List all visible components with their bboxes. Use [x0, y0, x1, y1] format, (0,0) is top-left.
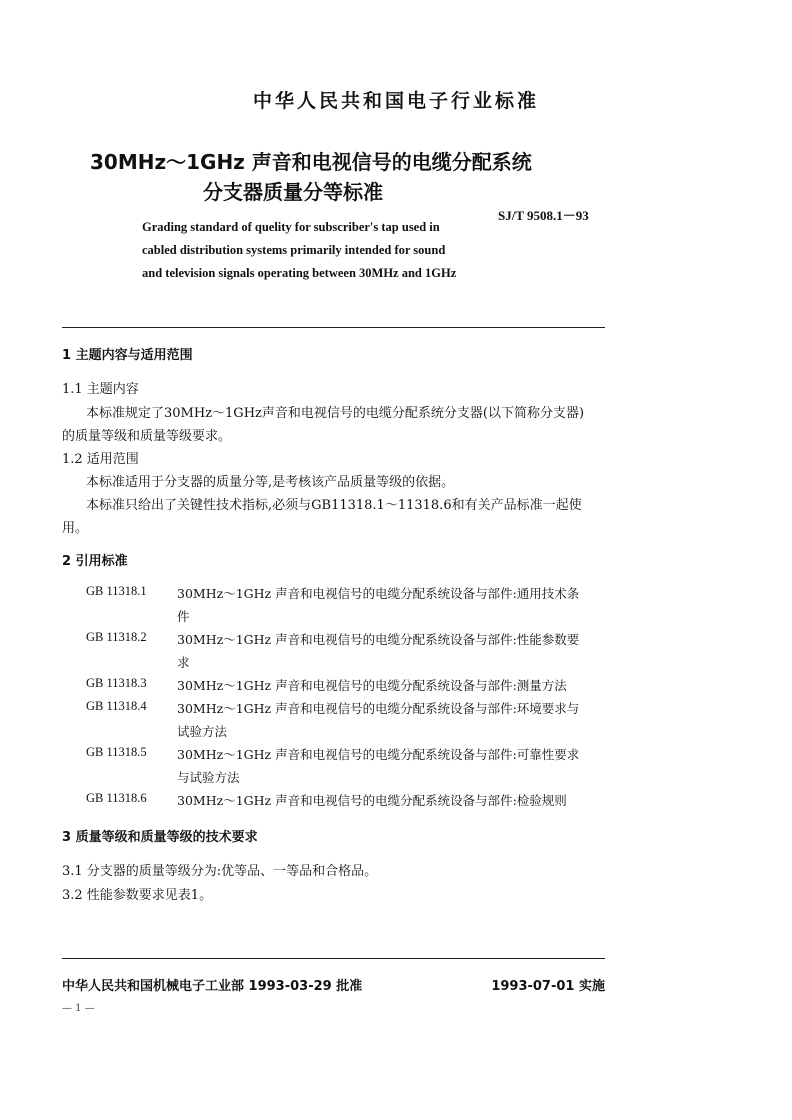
reference-code: GB 11318.6: [86, 791, 147, 805]
reference-title-continuation: 件: [177, 609, 190, 624]
footer-divider: [62, 958, 605, 959]
page-number: — 1 —: [62, 1003, 95, 1014]
reference-title-continuation: 与试验方法: [177, 770, 240, 785]
reference-title: 30MHz～1GHz 声音和电视信号的电缆分配系统设备与部件:性能参数要: [177, 632, 580, 647]
reference-title: 30MHz～1GHz 声音和电视信号的电缆分配系统设备与部件:可靠性要求: [177, 747, 580, 762]
reference-code: GB 11318.2: [86, 630, 147, 644]
approval-date: 中华人民共和国机械电子工业部 1993-03-29 批准: [62, 979, 363, 994]
issuing-body-header: 中华人民共和国电子行业标准: [252, 90, 539, 112]
reference-code: GB 11318.1: [86, 584, 147, 598]
section-1-2-paragraph2-line1: 本标准只给出了关键性技术指标,必须与GB11318.1～11318.6和有关产品标准一起使: [86, 498, 582, 513]
standard-number: SJ/T 9508.1－93: [498, 208, 589, 223]
reference-title: 30MHz～1GHz 声音和电视信号的电缆分配系统设备与部件:环境要求与: [177, 701, 580, 716]
document-title-line2: 分支器质量分等标准: [203, 180, 383, 204]
document-title-line1: 30MHz～1GHz 声音和电视信号的电缆分配系统: [90, 150, 532, 174]
reference-code: GB 11318.3: [86, 676, 147, 690]
section-1-1-paragraph-line2: 的质量等级和质量等级要求。: [62, 429, 232, 444]
english-title-line2: cabled distribution systems primarily intended for sound: [142, 243, 446, 257]
reference-title-continuation: 求: [177, 655, 190, 670]
section-1-1-heading: 1.1 主题内容: [62, 382, 139, 397]
section-1-heading: 1 主题内容与适用范围: [62, 348, 193, 363]
reference-title: 30MHz～1GHz 声音和电视信号的电缆分配系统设备与部件:检验规则: [177, 793, 567, 808]
section-1-2-paragraph1: 本标准适用于分支器的质量分等,是考核该产品质量等级的依据。: [86, 475, 455, 490]
reference-title: 30MHz～1GHz 声音和电视信号的电缆分配系统设备与部件:通用技术条: [177, 586, 580, 601]
section-3-1-text: 3.1 分支器的质量等级分为:优等品、一等品和合格品。: [62, 864, 378, 879]
section-1-2-paragraph2-line2: 用。: [62, 521, 89, 536]
reference-title-continuation: 试验方法: [177, 724, 228, 739]
english-title-line1: Grading standard of quelity for subscriber's tap used in: [142, 220, 440, 234]
section-3-heading: 3 质量等级和质量等级的技术要求: [62, 830, 258, 845]
section-1-2-heading: 1.2 适用范围: [62, 452, 139, 467]
reference-title: 30MHz～1GHz 声音和电视信号的电缆分配系统设备与部件:测量方法: [177, 678, 567, 693]
section-3-2-text: 3.2 性能参数要求见表1。: [62, 888, 213, 903]
top-divider: [62, 327, 605, 328]
reference-code: GB 11318.4: [86, 699, 147, 713]
english-title-line3: and television signals operating between 30MHz and 1GHz: [142, 266, 457, 280]
section-1-1-paragraph-line1: 本标准规定了30MHz～1GHz声音和电视信号的电缆分配系统分支器(以下简称分支器): [86, 406, 585, 421]
reference-code: GB 11318.5: [86, 745, 147, 759]
section-2-heading: 2 引用标准: [62, 554, 128, 569]
implementation-date: 1993-07-01 实施: [491, 979, 605, 994]
